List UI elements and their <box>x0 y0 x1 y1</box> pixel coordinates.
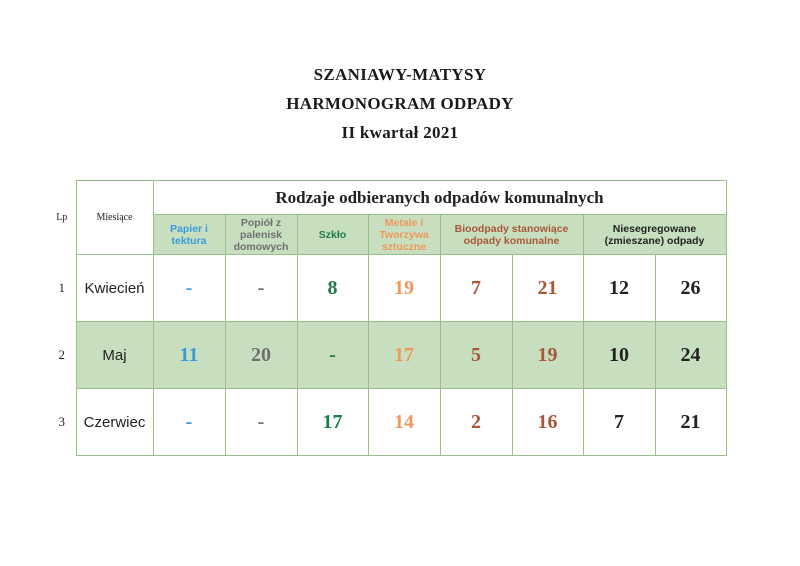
bio-date-2: 19 <box>512 322 583 389</box>
mixed-date-1: 7 <box>583 389 655 456</box>
table-row <box>48 255 726 322</box>
mixed-date-2: 26 <box>655 255 726 322</box>
bio-date-2: 16 <box>512 389 583 456</box>
bio-date-2: 21 <box>512 255 583 322</box>
papier-date: - <box>153 255 225 322</box>
category-popiol: Popiół z palenisk domowych <box>225 215 297 255</box>
month-cell: Czerwiec <box>76 389 153 456</box>
lp-cell: 3 <box>58 414 65 429</box>
category-bioodpady: Bioodpady stanowiące odpady komunalne <box>440 215 583 255</box>
popiol-date: 20 <box>225 322 297 389</box>
szklo-date: 8 <box>297 255 368 322</box>
mixed-date-2: 24 <box>655 322 726 389</box>
lp-cell: 1 <box>58 280 65 295</box>
papier-date: - <box>153 389 225 456</box>
table-row <box>48 322 726 389</box>
metale-date: 17 <box>368 322 440 389</box>
mixed-date-2: 21 <box>655 389 726 456</box>
category-papier: Papier i tektura <box>153 215 225 255</box>
category-szklo: Szkło <box>297 215 368 255</box>
document-header <box>0 60 800 147</box>
month-cell: Maj <box>76 322 153 389</box>
popiol-date: - <box>225 255 297 322</box>
title-quarter: II kwartał 2021 <box>341 123 459 142</box>
mixed-date-1: 10 <box>583 322 655 389</box>
month-header: Miesiące <box>76 181 153 255</box>
waste-schedule-table <box>48 180 727 456</box>
category-metale: Metale i Tworzywa sztuczne <box>368 215 440 255</box>
szklo-date: 17 <box>297 389 368 456</box>
bio-date-1: 2 <box>440 389 512 456</box>
lp-cell: 2 <box>58 347 65 362</box>
table-row <box>48 389 726 456</box>
metale-date: 19 <box>368 255 440 322</box>
title-village: SZANIAWY-MATYSY <box>313 65 487 84</box>
month-cell: Kwiecień <box>76 255 153 322</box>
title-schedule: HARMONOGRAM ODPADY <box>286 94 514 113</box>
category-niesegregowane: Niesegregowane (zmieszane) odpady <box>583 215 726 255</box>
metale-date: 14 <box>368 389 440 456</box>
lp-header: Lp <box>56 212 68 223</box>
papier-date: 11 <box>153 322 225 389</box>
mixed-date-1: 12 <box>583 255 655 322</box>
popiol-date: - <box>225 389 297 456</box>
waste-types-header: Rodzaje odbieranych odpadów komunalnych <box>153 181 726 215</box>
bio-date-1: 5 <box>440 322 512 389</box>
szklo-date: - <box>297 322 368 389</box>
bio-date-1: 7 <box>440 255 512 322</box>
